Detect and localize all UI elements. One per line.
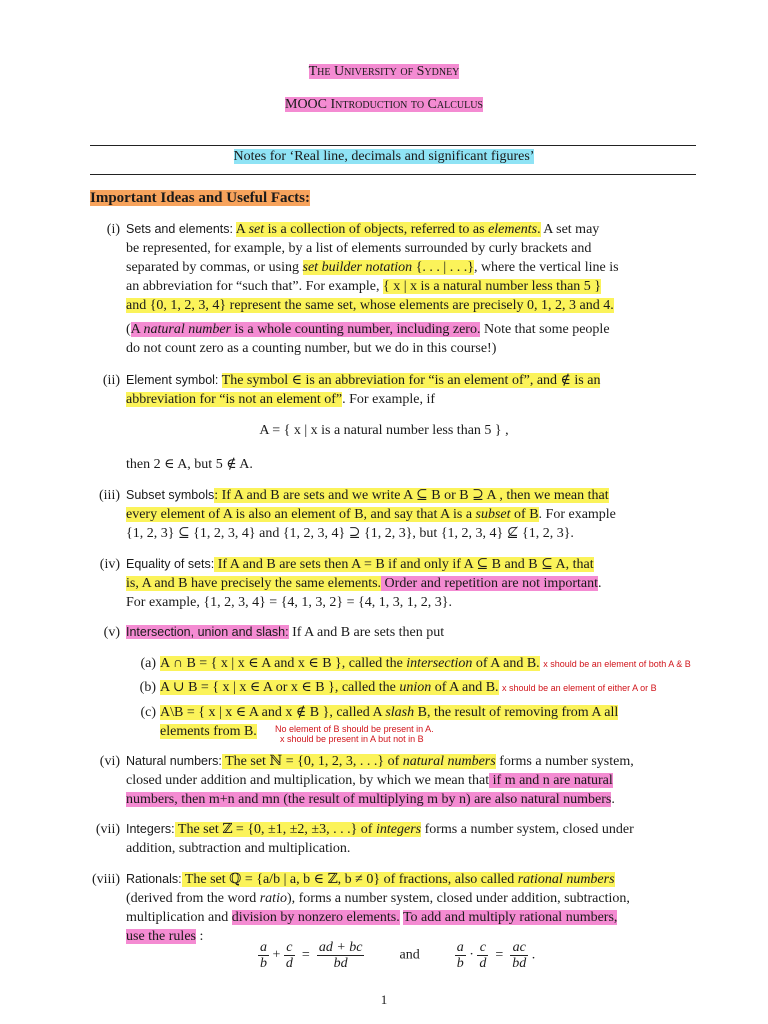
top-rule — [90, 145, 696, 146]
term-slash: slash — [385, 705, 415, 720]
item-v-b-label: (b) — [139, 680, 156, 695]
slash-annotation-line1: No element of B should be present in A. — [275, 724, 434, 734]
item-i-text: represent the same set, whose elements are precisely 0, 1, 2, 3 and 4. — [226, 298, 614, 313]
item-viii-text: : — [195, 929, 204, 944]
intersection-annotation: x should be an element of both A & B — [543, 659, 691, 669]
item-vii-body — [126, 820, 696, 858]
item-viii-title: Rationals: — [126, 872, 182, 886]
item-i-text: A — [235, 222, 249, 237]
item-v-a-body — [160, 654, 754, 674]
frac-den: bd — [512, 956, 527, 971]
item-v-text: of A and B. — [472, 656, 540, 671]
item-vi-label: (vi) — [99, 754, 120, 769]
item-iv-body — [126, 555, 696, 612]
item-iii-line3: {1, 2, 3} ⊆ {1, 2, 3, 4} and {1, 2, 3, 4} ⊇ {1, 2, 3}, but {1, 2, 3, 4} ⊈ {1, 2, 3}. — [126, 526, 574, 541]
term-set-builder: set builder notation — [302, 260, 413, 275]
item-i-text: , where the vertical line is — [473, 260, 619, 275]
item-vi-body — [126, 752, 696, 809]
frac-num: ad + bc — [318, 940, 363, 955]
item-i-line2: be represented, for example, by a list of elements surrounded by curly brackets and — [126, 241, 592, 256]
item-viii-rules-intro2: use the rules — [126, 929, 196, 944]
item-iii-text: : If A and B are sets and we write A ⊆ B or B ⊇ A , then we mean that — [214, 488, 609, 503]
item-v-text: If A and B are sets then put — [288, 625, 445, 640]
item-iv-title: Equality of sets: — [126, 557, 215, 571]
notes-title-row — [0, 149, 768, 165]
item-iii-title: Subset symbols — [126, 488, 215, 502]
item-i-set-example2: and {0, 1, 2, 3, 4} — [126, 298, 227, 313]
item-v-text: A ∪ B = { x | x ∈ A or x ∈ B }, called the — [160, 680, 400, 695]
dot-sign: · — [469, 947, 474, 963]
item-vi-closure2: numbers, then m+n and mn (the result of multiplying m by n) are also natural numbers — [126, 792, 612, 807]
item-viii-text: The set ℚ = {a/b | a, b ∈ ℤ, b ≠ 0} of fractions, also called — [181, 872, 518, 887]
item-vii-text: The set ℤ = {0, ±1, ±2, ±3, . . .} of — [174, 822, 376, 837]
frac-num: ac — [510, 940, 528, 956]
term-integers: integers — [375, 822, 422, 837]
item-v-text: A ∩ B = { x | x ∈ A and x ∈ B }, called the — [160, 656, 407, 671]
item-viii-text: ), forms a number system, closed under addition, subtraction, — [286, 891, 630, 906]
item-iii-text: . For example — [538, 507, 616, 522]
slash-annotation — [275, 724, 434, 744]
university-title: The University of Sydney — [308, 64, 460, 79]
item-v-body — [126, 623, 696, 642]
item-iv-order-note: Order and repetition are not important — [381, 576, 598, 591]
item-viii-division: division by nonzero elements. — [231, 910, 400, 925]
item-ii-after: then 2 ∈ A, but 5 ∉ A. — [126, 457, 253, 472]
item-i-text: is a whole counting number, including zero. — [231, 322, 481, 337]
item-viii-text: (derived from the word — [126, 891, 260, 906]
course-title-row — [0, 97, 768, 113]
and-word: and — [399, 947, 420, 963]
section-heading: Important Ideas and Useful Facts: — [90, 190, 311, 206]
item-vii-title: Integers: — [126, 822, 175, 836]
notes-title: Notes for ‘Real line, decimals and significant figures’ — [233, 149, 535, 164]
item-iv-line3: For example, {1, 2, 3, 4} = {4, 1, 3, 2} = {4, 1, 3, 1, 2, 3}. — [126, 595, 452, 610]
item-vi-text: closed under addition and multiplication, by which we mean that — [126, 773, 490, 788]
plus-sign: + — [272, 947, 281, 963]
item-i-text: an abbreviation for “such that”. For example, — [126, 279, 383, 294]
item-iv-text: is, A and B have precisely the same elements. — [126, 576, 382, 591]
item-v-label: (v) — [103, 625, 120, 640]
item-ii-title: Element symbol: — [126, 373, 219, 387]
item-ii-label: (ii) — [102, 373, 120, 388]
item-v-text: A\B = { x | x ∈ A and x ∉ B }, called A — [160, 705, 386, 720]
item-i-text: . — [537, 222, 541, 237]
frac-den: bd — [333, 956, 348, 971]
frac-den: b — [260, 956, 267, 971]
frac-den: b — [456, 956, 464, 971]
item-iv-label: (iv) — [99, 557, 120, 572]
item-i-text: A set may — [540, 222, 600, 237]
frac-num: c — [477, 940, 488, 956]
item-i-title: Sets and elements: — [126, 222, 234, 236]
item-vii-text: forms a number system, closed under — [421, 822, 634, 837]
term-elements: elements — [488, 222, 538, 237]
frac-product — [510, 940, 528, 971]
item-vi-text: The set ℕ = {0, 1, 2, 3, . . .} of — [221, 754, 403, 769]
item-i-text: separated by commas, or using — [126, 260, 303, 275]
item-ii-text: The symbol ∈ is an abbreviation for “is an element of”, and ∉ is an — [221, 373, 601, 388]
item-v-b-body — [160, 678, 754, 698]
union-annotation: x should be an element of either A or B — [502, 683, 657, 693]
item-ii-text: abbreviation for “is not an element of” — [126, 392, 343, 407]
item-v-text: elements from B. — [160, 724, 257, 739]
item-i-note-line2: do not count zero as a counting number, but we do in this course!) — [126, 341, 497, 356]
frac-a-over-b — [258, 940, 269, 971]
item-v-title: Intersection, union and slash: — [126, 625, 289, 639]
item-v-text: B, the result of removing from A all — [414, 705, 619, 720]
item-iv-text: If A and B are sets then A = B if and only if A ⊆ B and B ⊆ A, that — [214, 557, 594, 572]
university-title-row — [0, 64, 768, 80]
item-i-text: ( — [126, 322, 131, 337]
item-iv-text: . — [597, 576, 602, 591]
item-i-text: Note that some people — [480, 322, 610, 337]
term-union: union — [399, 680, 432, 695]
item-v-text: of A and B. — [431, 680, 499, 695]
frac-num: a — [260, 940, 267, 955]
term-natural-numbers: natural numbers — [402, 754, 496, 769]
term-subset: subset — [475, 507, 511, 522]
frac-den: d — [285, 956, 293, 971]
item-vi-title: Natural numbers: — [126, 754, 222, 768]
fraction-rules — [258, 940, 535, 971]
page-number: 1 — [380, 992, 388, 1007]
item-iii-body — [126, 486, 696, 543]
frac-num: c — [284, 940, 295, 956]
item-iii-text: of B — [510, 507, 539, 522]
item-iii-text: every element of A is also an element of B, and say that A is a — [126, 507, 476, 522]
frac-c-over-d-2 — [477, 940, 488, 971]
equals-sign: = — [495, 947, 504, 963]
period: . — [531, 947, 536, 963]
term-natural-number: natural number — [143, 322, 232, 337]
item-viii-rules-intro: To add and multiply rational numbers, — [402, 910, 618, 925]
item-ii-display-math: A = { x | x is a natural number less than 5 } , — [259, 423, 509, 438]
item-i-label: (i) — [106, 222, 120, 237]
slash-annotation-line2: x should be present in A but not in B — [280, 734, 424, 744]
course-title: MOOC Introduction to Calculus — [285, 97, 483, 112]
frac-a-over-b-2 — [455, 940, 466, 971]
frac-c-over-d — [284, 940, 295, 971]
item-ii-text: . For example, if — [342, 392, 436, 407]
frac-sum — [317, 940, 365, 971]
item-ii-body — [126, 371, 696, 409]
item-iii-label: (iii) — [99, 488, 120, 503]
item-vi-closure: if m and n are natural — [489, 773, 613, 788]
item-vi-text: . — [611, 792, 615, 807]
bottom-rule — [90, 174, 696, 175]
item-viii-label: (viii) — [92, 872, 120, 887]
item-i-set-example: { x | x is a natural number less than 5 } — [382, 279, 602, 294]
term-set: set — [248, 222, 265, 237]
item-viii-body — [126, 870, 696, 946]
item-v-a-label: (a) — [140, 656, 156, 671]
item-i-text: is a collection of objects, referred to as — [264, 222, 489, 237]
item-vii-line2: addition, subtraction and multiplication. — [126, 841, 351, 856]
item-i-text: {. . . | . . .} — [412, 260, 474, 275]
equals-sign: = — [301, 947, 310, 963]
item-i-body — [126, 220, 696, 358]
section-heading-row — [90, 190, 310, 207]
term-ratio: ratio — [259, 891, 287, 906]
item-vi-text: forms a number system, — [495, 754, 634, 769]
frac-den: d — [479, 956, 487, 971]
item-vii-label: (vii) — [95, 822, 120, 837]
term-intersection: intersection — [406, 656, 473, 671]
item-v-c-label: (c) — [140, 705, 156, 720]
item-viii-text: multiplication and — [126, 910, 232, 925]
term-rational-numbers: rational numbers — [517, 872, 615, 887]
item-i-text: A — [130, 322, 144, 337]
frac-num: a — [456, 940, 464, 955]
